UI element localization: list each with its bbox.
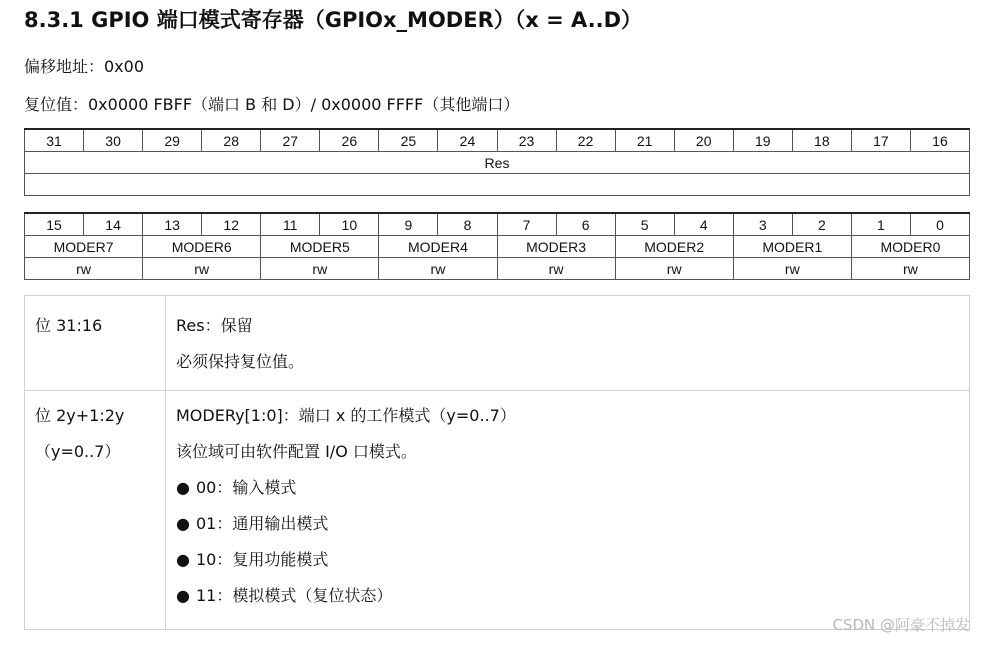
- field-moder0: MODER0: [851, 236, 969, 258]
- bit-number: 26: [320, 129, 379, 152]
- access-type: rw: [615, 258, 733, 280]
- bit-number: 18: [792, 129, 851, 152]
- bit-number: 17: [851, 129, 910, 152]
- bit-number: 22: [556, 129, 615, 152]
- bullet-icon: ●: [176, 586, 190, 605]
- bit-range-cell: [25, 391, 166, 630]
- offset-address: 偏移地址：0x00: [24, 57, 145, 76]
- bit-number: 14: [84, 213, 143, 236]
- field-note-line: 必须保持复位值。: [176, 352, 305, 371]
- access-type: rw: [25, 258, 143, 280]
- bit-range: 位 31:16: [35, 316, 103, 335]
- access-type: rw: [497, 258, 615, 280]
- access-empty: [25, 174, 970, 196]
- bit-number: 10: [320, 213, 379, 236]
- watermark: CSDN @阿豪不掉发: [832, 616, 970, 634]
- bit-number: 13: [143, 213, 202, 236]
- description-cell: [166, 296, 970, 391]
- mode-text: 10：复用功能模式: [196, 550, 329, 569]
- field-row: [25, 152, 970, 174]
- access-type: rw: [261, 258, 379, 280]
- bit-number: 25: [379, 129, 438, 152]
- section-title: 8.3.1 GPIO 端口模式寄存器（GPIOx_MODER）（x = A..D）: [24, 8, 643, 32]
- bit-number: 4: [674, 213, 733, 236]
- bit-range-cell: [25, 296, 166, 391]
- bullet-icon: ●: [176, 478, 190, 497]
- bullet-icon: ●: [176, 550, 190, 569]
- description-row: [25, 296, 970, 391]
- field-note-line: 该位域可由软件配置 I/O 口模式。: [176, 442, 417, 461]
- mode-text: 11：模拟模式（复位状态）: [196, 586, 393, 605]
- bit-number: 19: [733, 129, 792, 152]
- bit-number: 2: [792, 213, 851, 236]
- bit-number: 15: [25, 213, 84, 236]
- field-res: Res: [25, 152, 970, 174]
- bit-number: 6: [556, 213, 615, 236]
- bit-number: 24: [438, 129, 497, 152]
- bit-number-row: [25, 129, 970, 152]
- bit-number: 30: [84, 129, 143, 152]
- bullet-icon: ●: [176, 514, 190, 533]
- bit-number: 31: [25, 129, 84, 152]
- field-moder7: MODER7: [25, 236, 143, 258]
- bit-number: 21: [615, 129, 674, 152]
- field-moder6: MODER6: [143, 236, 261, 258]
- bit-number: 12: [202, 213, 261, 236]
- description-cell: [166, 391, 970, 630]
- bit-number: 0: [910, 213, 969, 236]
- access-type: rw: [379, 258, 497, 280]
- bit-number: 8: [438, 213, 497, 236]
- field-name-line: Res：保留: [176, 316, 253, 335]
- register-map-upper: [24, 128, 970, 196]
- bit-number: 1: [851, 213, 910, 236]
- mode-list-item: [176, 578, 959, 614]
- bit-range-subnote: （y=0..7）: [35, 442, 121, 461]
- mode-text: 00：输入模式: [196, 478, 297, 497]
- bit-number: 29: [143, 129, 202, 152]
- access-type: rw: [143, 258, 261, 280]
- field-name-line: MODERy[1:0]：端口 x 的工作模式（y=0..7）: [176, 406, 516, 425]
- bit-number: 20: [674, 129, 733, 152]
- field-moder4: MODER4: [379, 236, 497, 258]
- bit-number: 27: [261, 129, 320, 152]
- bit-number: 23: [497, 129, 556, 152]
- field-row: [25, 236, 970, 258]
- field-moder3: MODER3: [497, 236, 615, 258]
- mode-list-item: [176, 506, 959, 542]
- access-row: [25, 258, 970, 280]
- bit-number: 28: [202, 129, 261, 152]
- mode-list-item: [176, 542, 959, 578]
- bit-number: 9: [379, 213, 438, 236]
- mode-list-item: [176, 470, 959, 506]
- bit-range: 位 2y+1:2y: [35, 406, 125, 425]
- bit-number-row: [25, 213, 970, 236]
- reset-value: 复位值：0x0000 FBFF（端口 B 和 D）/ 0x0000 FFFF（其他端口）: [24, 95, 520, 114]
- register-map-lower: [24, 212, 970, 280]
- bit-number: 16: [910, 129, 969, 152]
- bit-number: 7: [497, 213, 556, 236]
- mode-text: 01：通用输出模式: [196, 514, 329, 533]
- bit-description-table: [24, 295, 970, 630]
- access-row: [25, 174, 970, 196]
- field-moder5: MODER5: [261, 236, 379, 258]
- bit-number: 3: [733, 213, 792, 236]
- access-type: rw: [733, 258, 851, 280]
- bit-number: 5: [615, 213, 674, 236]
- bit-number: 11: [261, 213, 320, 236]
- field-moder2: MODER2: [615, 236, 733, 258]
- description-row: [25, 391, 970, 630]
- field-moder1: MODER1: [733, 236, 851, 258]
- access-type: rw: [851, 258, 969, 280]
